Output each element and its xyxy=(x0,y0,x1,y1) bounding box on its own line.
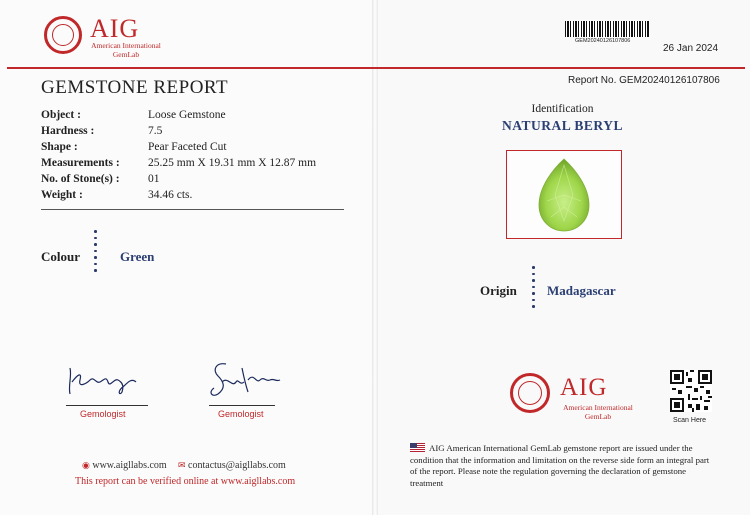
website-link[interactable]: ◉ www.aigllabs.com xyxy=(82,460,167,471)
page-fold xyxy=(372,0,378,515)
colour-dotted-separator xyxy=(94,230,97,276)
envelope-icon: ✉ xyxy=(178,461,186,471)
qr-code[interactable] xyxy=(670,370,712,412)
fields-divider xyxy=(41,209,344,210)
colour-value: Green xyxy=(120,249,155,264)
gemologist-caption-1: Gemologist xyxy=(80,409,126,419)
signature-line-2 xyxy=(209,405,275,406)
gem-photo-frame xyxy=(506,150,622,239)
gemologist-caption-2: Gemologist xyxy=(218,409,264,419)
origin-value: Madagascar xyxy=(547,283,616,298)
report-title: GEMSTONE REPORT xyxy=(41,77,229,98)
identification-label: Identification xyxy=(531,103,594,115)
origin-label: Origin xyxy=(480,283,517,298)
signature-2 xyxy=(204,358,284,400)
report-number: Report No. GEM20240126107806 xyxy=(568,75,720,86)
origin-dotted-separator xyxy=(532,266,535,312)
report-barcode xyxy=(565,21,650,37)
disclaimer-note: AIG American International GemLab gemstone report are issued under the condition that the information and limitation on the reverse side form an integral part of the report. Please note the regulation governing the declaration of gemstone treatment xyxy=(410,443,710,488)
report-date: 26 Jan 2024 xyxy=(663,43,719,54)
globe-icon: ◉ xyxy=(82,461,90,471)
pear-gemstone-image xyxy=(507,151,621,238)
identification-value: NATURAL BERYL xyxy=(502,118,623,133)
header-divider xyxy=(7,67,745,69)
signature-line-1 xyxy=(66,405,148,406)
us-flag-icon xyxy=(410,443,425,452)
colour-label: Colour xyxy=(41,249,80,264)
signature-1 xyxy=(62,362,142,400)
barcode-number: GEM20240126107806 xyxy=(575,38,631,44)
scan-here-label: Scan Here xyxy=(673,417,707,424)
aig-seal-icon xyxy=(510,373,550,413)
email-link[interactable]: ✉ contactus@aigllabs.com xyxy=(178,460,286,471)
verify-note: This report can be verified online at www.aigllabs.com xyxy=(75,476,296,487)
